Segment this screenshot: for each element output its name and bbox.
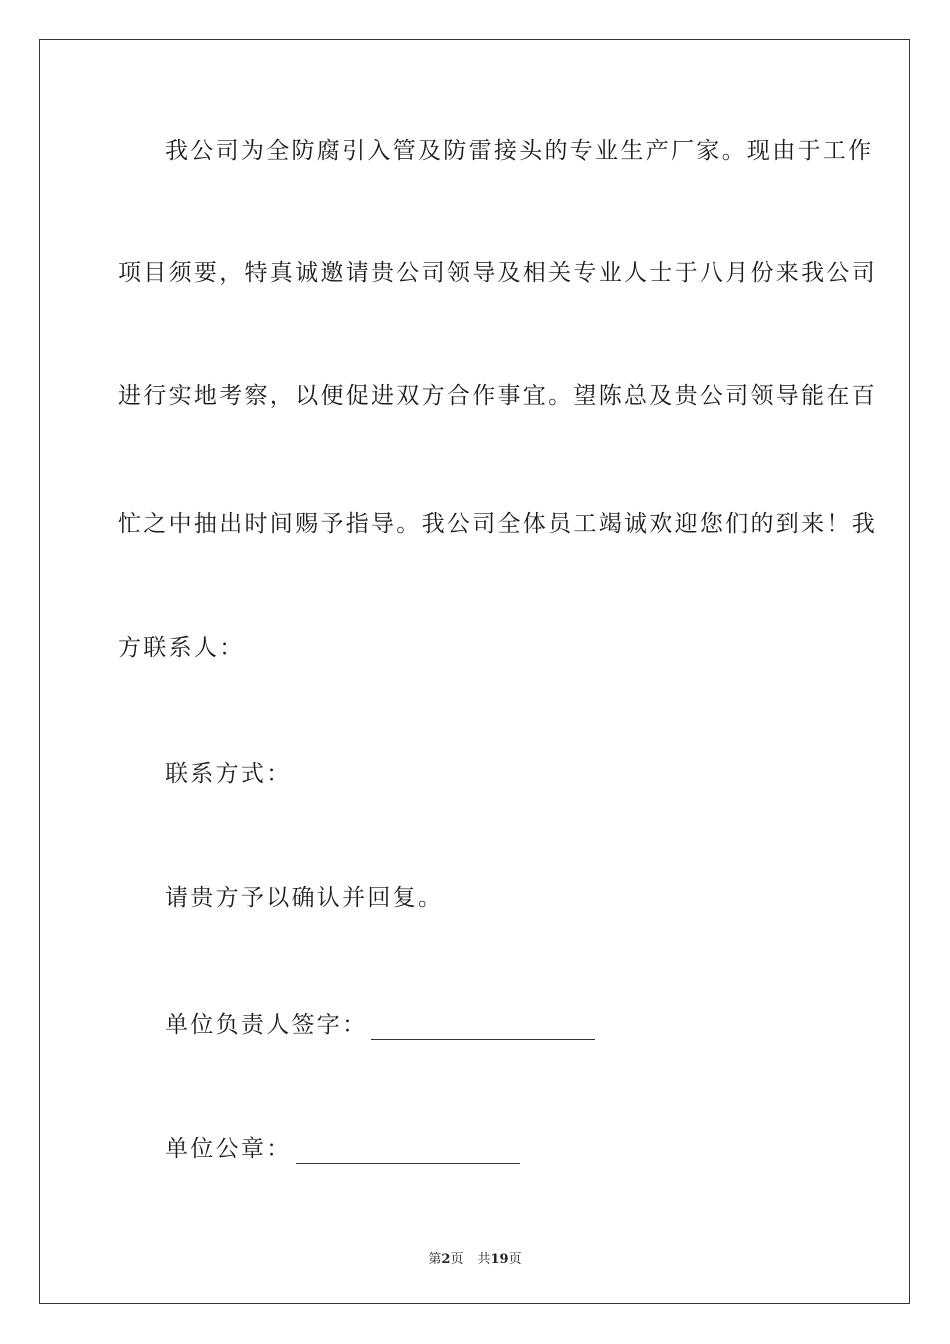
total-prefix: 共	[477, 1252, 491, 1267]
page-suffix: 页	[450, 1252, 464, 1267]
paragraph-line-3: 进行实地考察，以便促进双方合作事宜。望陈总及贵公司领导能在百	[118, 383, 877, 409]
total-suffix: 页	[508, 1252, 522, 1267]
page-border	[39, 39, 910, 1304]
page-number: 2	[441, 1252, 451, 1267]
paragraph-line-2: 项目须要，特真诚邀请贵公司领导及相关专业人士于八月份来我公司	[118, 260, 877, 286]
paragraph-line-5: 方联系人：	[118, 635, 245, 661]
paragraph-line-1: 我公司为全防腐引入管及防雷接头的专业生产厂家。现由于工作	[165, 138, 874, 164]
signature-blank-line	[371, 1015, 595, 1040]
contact-method-label: 联系方式：	[165, 761, 292, 787]
seal-label: 单位公章：	[165, 1136, 292, 1162]
page-prefix: 第	[428, 1252, 442, 1267]
signature-row	[165, 1010, 595, 1040]
confirm-reply-text: 请贵方予以确认并回复。	[165, 885, 444, 911]
seal-blank-line	[296, 1139, 520, 1164]
page-footer	[0, 1248, 950, 1267]
total-pages: 19	[490, 1252, 509, 1267]
paragraph-line-4: 忙之中抽出时间赐予指导。我公司全体员工竭诚欢迎您们的到来！我	[118, 511, 877, 537]
seal-row	[165, 1134, 520, 1164]
signature-label: 单位负责人签字：	[165, 1012, 368, 1038]
